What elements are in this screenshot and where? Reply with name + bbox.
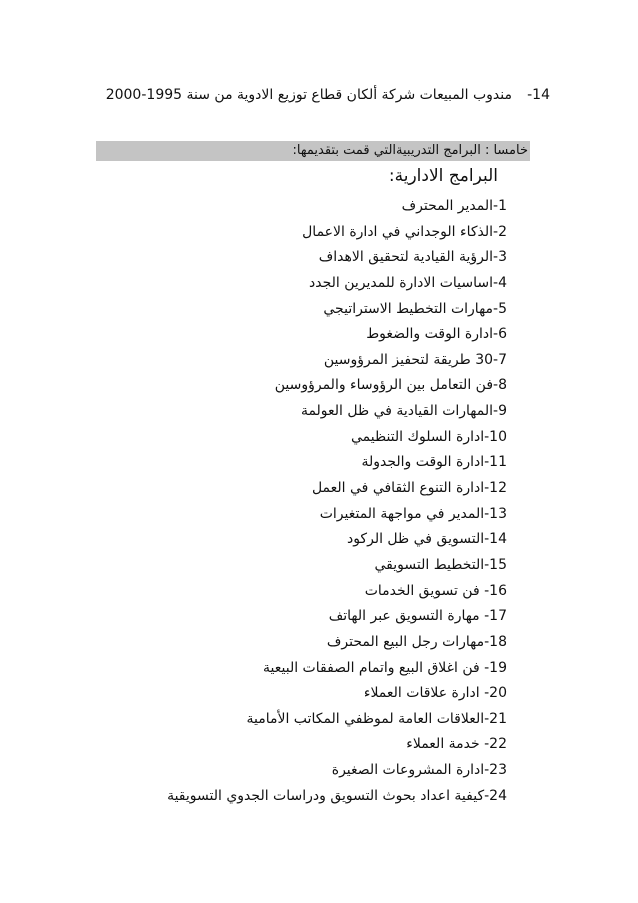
program-item: 1-المدير المحترف — [401, 198, 507, 214]
program-item: 3-الرؤية القيادية لتحقيق الاهداف — [318, 249, 507, 266]
item-number: -14 — [527, 87, 550, 103]
program-item: 17- مهارة التسويق عبر الهاتف — [328, 608, 507, 625]
program-item: 21-العلاقات العامة لموظفي المكاتب الأمامية — [246, 710, 507, 727]
program-item: 8-فن التعامل بين الرؤوساء والمرؤوسين — [274, 377, 507, 394]
program-item: 10-ادارة السلوك التنظيمي — [350, 428, 507, 445]
program-item: 14-التسويق في ظل الركود — [346, 531, 507, 548]
program-item: 6-ادارة الوقت والضغوط — [366, 326, 507, 343]
program-item: 15-التخطيط التسويقي — [374, 556, 507, 573]
program-item: 13-المدير في مواجهة المتغيرات — [319, 505, 507, 522]
program-item: 2-الذكاء الوجداني في ادارة الاعمال — [302, 223, 507, 240]
program-item: 20- ادارة علاقات العملاء — [363, 685, 507, 702]
program-item: 22- خدمة العملاء — [406, 736, 507, 753]
program-item: 5-مهارات التخطيط الاستراتيجي — [323, 300, 507, 317]
program-item: 4-اساسيات الادارة للمديرين الجدد — [309, 274, 507, 291]
program-item: 12-ادارة التنوع الثقافي في العمل — [311, 480, 507, 497]
item-text: مندوب المبيعات شركة ألكان قطاع توزيع الادوية من سنة 1995-2000 — [105, 87, 512, 103]
section-title: خامسا : البرامج التدريبيةالتي قمت بتقديمها: — [292, 143, 528, 158]
program-item: 18-مهارات رجل البيع المحترف — [326, 633, 507, 650]
program-item: 9-المهارات القيادية في ظل العولمة — [300, 403, 507, 420]
program-item: 24-كيفية اعداد بحوث التسويق ودراسات الجدوي التسويقية — [167, 787, 507, 804]
programs-list — [100, 194, 507, 809]
experience-item-14 — [105, 84, 550, 106]
program-item: 30-7 طريقة لتحفيز المرؤوسين — [323, 351, 507, 368]
program-item: 23-ادارة المشروعات الصغيرة — [331, 762, 507, 779]
program-item: 11-ادارة الوقت والجدولة — [361, 454, 507, 471]
program-item: 16- فن تسويق الخدمات — [364, 582, 507, 599]
program-item: 19- فن اغلاق البيع واتمام الصفقات البيعية — [263, 659, 507, 676]
admin-programs-title: البرامج الادارية: — [388, 166, 498, 186]
